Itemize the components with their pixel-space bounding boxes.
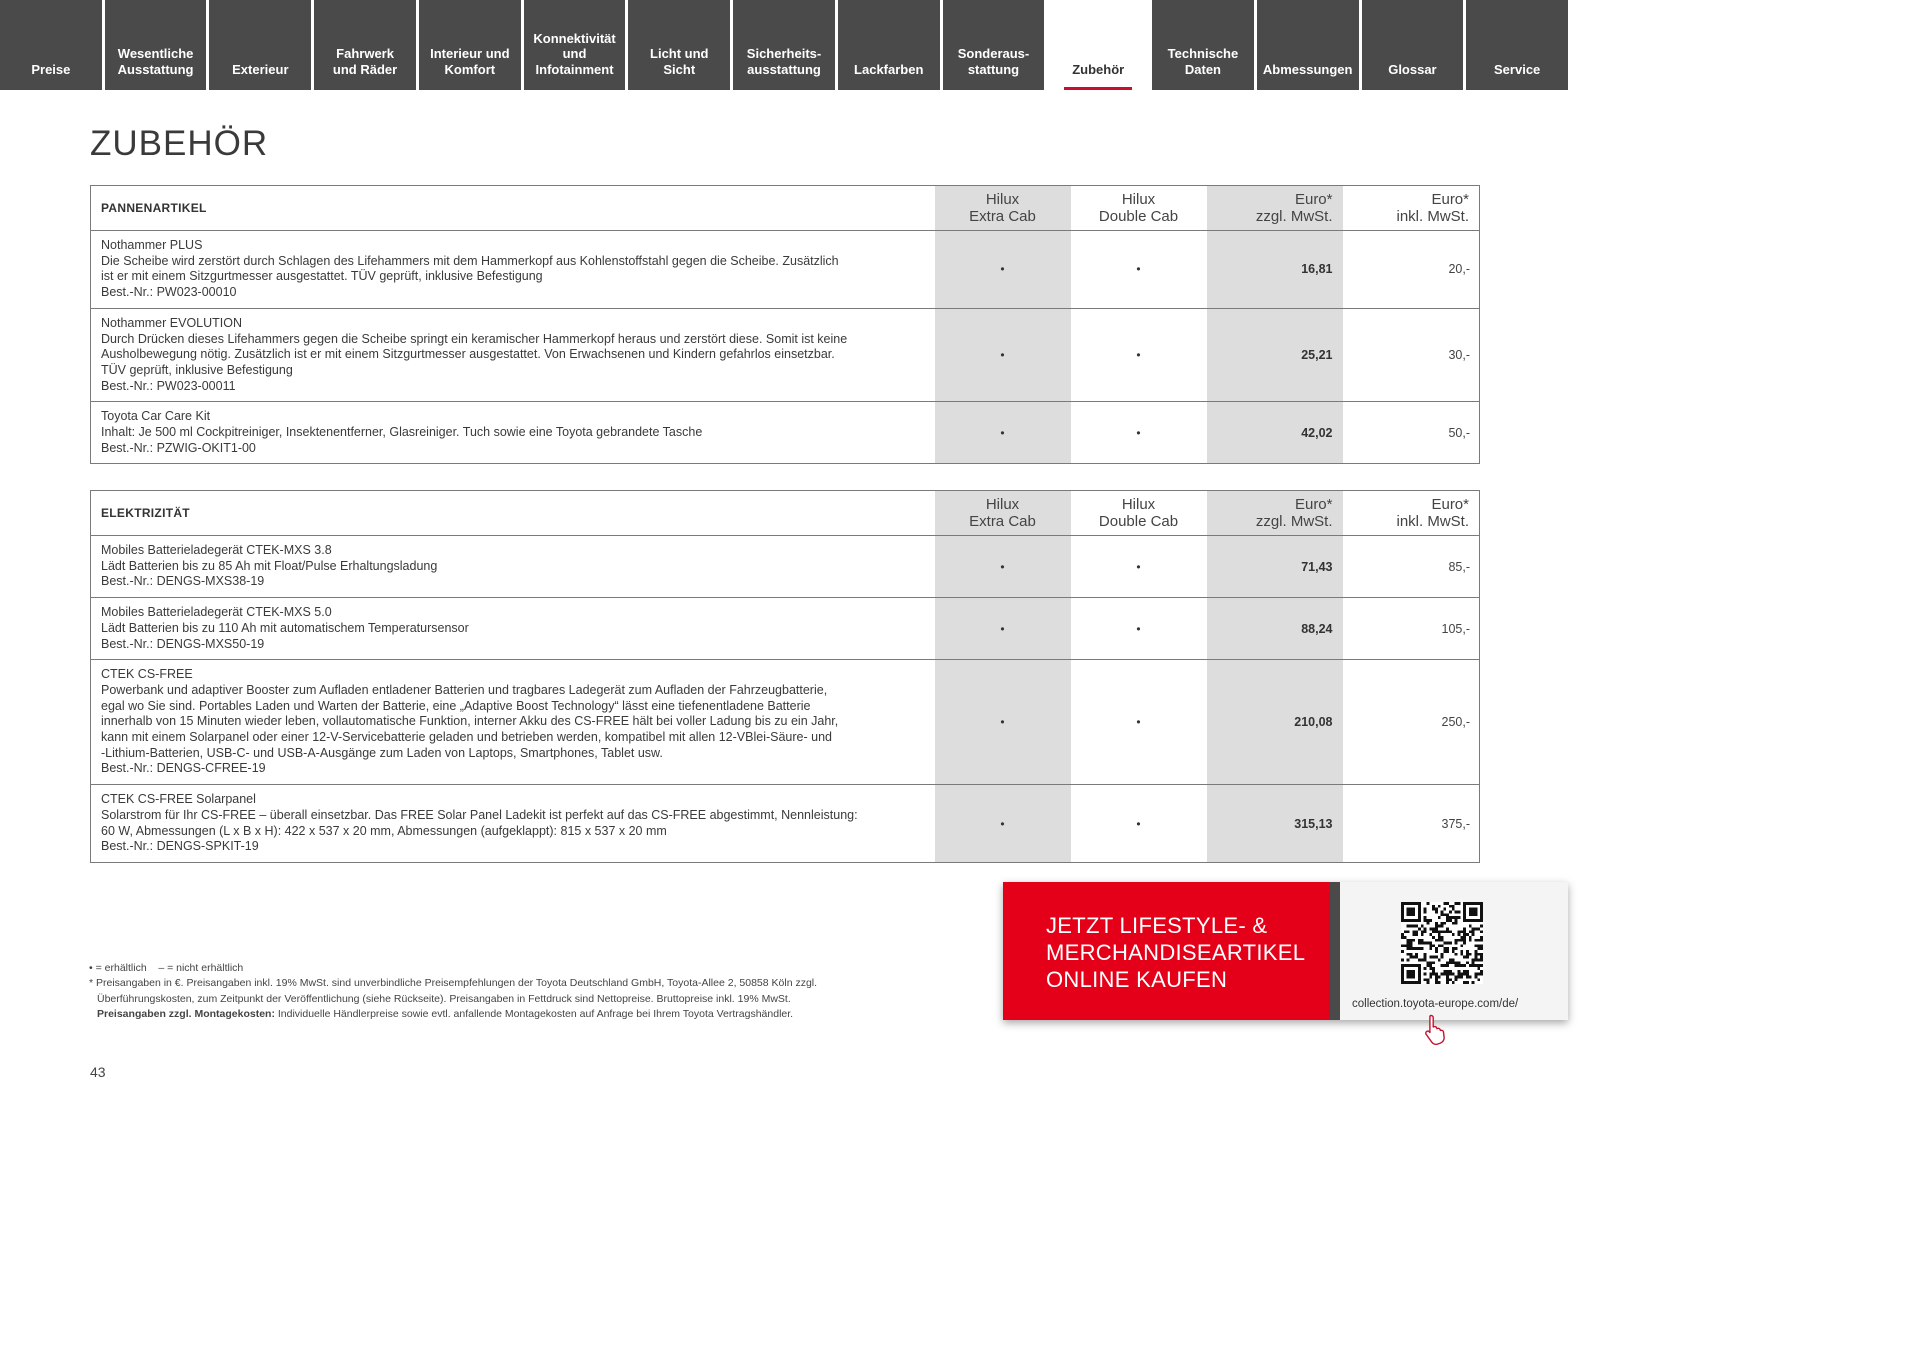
- qr-code-icon[interactable]: [1401, 902, 1483, 984]
- gross-price: 105,-: [1343, 598, 1480, 660]
- item-description-line: TÜV geprüft, inklusive Befestigung: [101, 362, 293, 377]
- net-price: 25,21: [1207, 308, 1343, 402]
- tab-abmessungen[interactable]: Abmessungen: [1257, 0, 1359, 90]
- item-order-number: Best.-Nr.: DENGS-MXS38-19: [101, 574, 265, 589]
- item-name: Mobiles Batterieladegerät CTEK-MXS 3.8: [101, 543, 332, 557]
- pointing-hand-icon: [1422, 1013, 1450, 1045]
- tab-wesentliche-ausstattung[interactable]: Wesentliche Ausstattung: [105, 0, 207, 90]
- item-order-number: Best.-Nr.: DENGS-MXS50-19: [101, 636, 265, 651]
- tab-lackfarben[interactable]: Lackfarben: [838, 0, 940, 90]
- item-description-line: Ausholbewegung nötig. Zusätzlich ist er mit einem Sitzgurtmesser ausgestattet. Von Erwachsenen und Kindern gefahrlos einsetzbar.: [101, 347, 835, 362]
- availability-legend: • = erhältlich – = nicht erhältlich: [89, 962, 244, 974]
- tab-interieur-und-komfort[interactable]: Interieur und Komfort: [419, 0, 521, 90]
- col-header-double-cab: Hilux Double Cab: [1071, 186, 1207, 231]
- item-description-line: Lädt Batterien bis zu 110 Ah mit automatischem Temperatursensor: [101, 620, 469, 635]
- table-row: [91, 536, 1480, 598]
- footnotes: [89, 961, 949, 1022]
- promo-divider: [1330, 882, 1340, 1020]
- col-header-net-price: Euro* zzgl. MwSt.: [1207, 186, 1343, 231]
- table-header-row: [91, 491, 1480, 536]
- availability-extra-cab: •: [935, 785, 1071, 863]
- item-order-number: Best.-Nr.: DENGS-SPKIT-19: [101, 839, 259, 854]
- item-order-number: Best.-Nr.: PZWIG-OKIT1-00: [101, 440, 256, 455]
- item-description-line: Durch Drücken dieses Lifehammers gegen die Scheibe springt ein keramischer Hammerkopf heraus und zerstört diese. Somit ist keine: [101, 331, 848, 346]
- net-price: 315,13: [1207, 785, 1343, 863]
- table-row: [91, 785, 1480, 863]
- gross-price: 85,-: [1343, 536, 1480, 598]
- col-header-gross-price: Euro* inkl. MwSt.: [1343, 491, 1480, 536]
- item-description-line: ist er mit einem Sitzgurtmesser ausgestattet. TÜV geprüft, inklusive Befestigung: [101, 269, 543, 284]
- table-row: [91, 231, 1480, 309]
- assembly-cost-label: Preisangaben zzgl. Montagekosten:: [97, 1007, 275, 1020]
- price-footnote-line-2: Überführungskosten, zum Zeitpunkt der Veröffentlichung (siehe Rückseite). Preisangaben in Fettdruck sind Nettopreise. Bruttopreise inkl. 19% MwSt.: [97, 992, 791, 1005]
- tab-zubehör[interactable]: Zubehör: [1047, 0, 1149, 90]
- section-title: ELEKTRIZITÄT: [91, 491, 935, 536]
- net-price: 210,08: [1207, 660, 1343, 785]
- table-row: [91, 402, 1480, 464]
- col-header-double-cab: Hilux Double Cab: [1071, 491, 1207, 536]
- tab-konnektivität-und-infotainment[interactable]: Konnektivität und Infotainment: [524, 0, 626, 90]
- item-description-line: egal wo Sie sind. Portables Laden und Warten der Batterie, eine „Adaptive Boost Technology“ lässt eine tiefenentladene Batterie: [101, 698, 811, 713]
- item-description-line: 60 W, Abmessungen (L x B x H): 422 x 537 x 20 mm, Abmessungen (aufgeklappt): 815 x 537 x 20 mm: [101, 823, 667, 838]
- item-description: [91, 402, 935, 464]
- item-description-line: Die Scheibe wird zerstört durch Schlagen des Lifehammers mit dem Hammerkopf aus Kohlenstoffstahl gegen die Scheibe. Zusätzlich: [101, 253, 839, 268]
- merchandise-promo: [1003, 882, 1568, 1020]
- col-header-extra-cab: Hilux Extra Cab: [935, 186, 1071, 231]
- item-description-line: Inhalt: Je 500 ml Cockpitreiniger, Insektenentferner, Glasreiniger. Tuch sowie eine Toyota gebrandete Tasche: [101, 425, 703, 440]
- item-order-number: Best.-Nr.: DENGS-CFREE-19: [101, 761, 266, 776]
- tab-glossar[interactable]: Glossar: [1362, 0, 1464, 90]
- shop-url-link[interactable]: collection.toyota-europe.com/de/: [1352, 998, 1519, 1010]
- top-navigation: [0, 0, 1568, 90]
- price-footnote-line-3: [89, 1007, 949, 1022]
- item-description: [91, 536, 935, 598]
- availability-extra-cab: •: [935, 231, 1071, 309]
- promo-qr-panel: [1340, 882, 1568, 1020]
- availability-extra-cab: •: [935, 536, 1071, 598]
- net-price: 42,02: [1207, 402, 1343, 464]
- elektrizitaet-table: [90, 490, 1480, 863]
- page-title: ZUBEHÖR: [90, 124, 269, 163]
- item-description-line: Lädt Batterien bis zu 85 Ah mit Float/Pulse Erhaltungsladung: [101, 558, 438, 573]
- gross-price: 375,-: [1343, 785, 1480, 863]
- tab-exterieur[interactable]: Exterieur: [209, 0, 311, 90]
- tab-service[interactable]: Service: [1466, 0, 1568, 90]
- promo-banner-link[interactable]: [1003, 882, 1330, 1020]
- gross-price: 250,-: [1343, 660, 1480, 785]
- item-name: Mobiles Batterieladegerät CTEK-MXS 5.0: [101, 605, 332, 620]
- item-description: [91, 660, 935, 785]
- availability-extra-cab: •: [935, 402, 1071, 464]
- tab-technische-daten[interactable]: Technische Daten: [1152, 0, 1254, 90]
- item-name: Nothammer EVOLUTION: [101, 315, 243, 330]
- availability-double-cab: •: [1071, 231, 1207, 309]
- item-order-number: Best.-Nr.: PW023-00011: [101, 378, 236, 393]
- gross-price: 30,-: [1343, 308, 1480, 402]
- net-price: 88,24: [1207, 598, 1343, 660]
- promo-line-3: ONLINE KAUFEN: [1046, 967, 1228, 992]
- promo-line-2: MERCHANDISEARTIKEL: [1046, 940, 1306, 965]
- net-price: 71,43: [1207, 536, 1343, 598]
- item-description: [91, 231, 935, 309]
- availability-double-cab: •: [1071, 308, 1207, 402]
- tab-sonderaus-stattung[interactable]: Sonderaus- stattung: [943, 0, 1045, 90]
- pannenartikel-table: [90, 185, 1480, 464]
- gross-price: 50,-: [1343, 402, 1480, 464]
- availability-extra-cab: •: [935, 598, 1071, 660]
- table-row: [91, 598, 1480, 660]
- item-description-line: Powerbank und adaptiver Booster zum Aufladen entladener Batterien und tragbares Ladegerät zum Aufladen der Fahrzeugbatterie,: [101, 682, 828, 697]
- item-order-number: Best.-Nr.: PW023-00010: [101, 285, 237, 300]
- promo-line-1: JETZT LIFESTYLE- &: [1046, 913, 1268, 938]
- item-description-line: Solarstrom für Ihr CS-FREE – überall einsetzbar. Das FREE Solar Panel Ladekit ist perfekt auf das CS-FREE abgestimmt, Nennleistung:: [101, 807, 858, 822]
- availability-extra-cab: •: [935, 308, 1071, 402]
- availability-double-cab: •: [1071, 785, 1207, 863]
- item-description-line: -Lithium-Batterien, USB-C- und USB-A-Ausgänge zum Laden von Laptops, Smartphones, Tablet usw.: [101, 745, 663, 760]
- item-name: CTEK CS-FREE: [101, 667, 193, 682]
- availability-extra-cab: •: [935, 660, 1071, 785]
- availability-double-cab: •: [1071, 660, 1207, 785]
- col-header-net-price: Euro* zzgl. MwSt.: [1207, 491, 1343, 536]
- gross-price: 20,-: [1343, 231, 1480, 309]
- table-row: [91, 660, 1480, 785]
- item-name: CTEK CS-FREE Solarpanel: [101, 792, 256, 807]
- item-description-line: innerhalb von 15 Minuten wieder leben, vollautomatische Funktion, interner Akku des CS-FREE hält bei voller Ladung bis zu ein Jahr,: [101, 714, 839, 729]
- item-description: [91, 308, 935, 402]
- availability-double-cab: •: [1071, 536, 1207, 598]
- section-title: PANNENARTIKEL: [91, 186, 935, 231]
- page-number: 43: [90, 1064, 106, 1080]
- tab-fahrwerk-und-räder[interactable]: Fahrwerk und Räder: [314, 0, 416, 90]
- tab-licht-und-sicht[interactable]: Licht und Sicht: [628, 0, 730, 90]
- item-name: Toyota Car Care Kit: [101, 409, 211, 424]
- tab-sicherheits-ausstattung[interactable]: Sicherheits- ausstattung: [733, 0, 835, 90]
- item-name: Nothammer PLUS: [101, 238, 203, 252]
- price-footnote-line-1: * Preisangaben in €. Preisangaben inkl. 19% MwSt. sind unverbindliche Preisempfehlungen der Toyota Deutschland GmbH, Toyota-Allee 2, 50858 Köln zzgl.: [89, 977, 818, 990]
- col-header-gross-price: Euro* inkl. MwSt.: [1343, 186, 1480, 231]
- item-description: [91, 785, 935, 863]
- col-header-extra-cab: Hilux Extra Cab: [935, 491, 1071, 536]
- table-row: [91, 308, 1480, 402]
- assembly-cost-text: Individuelle Händlerpreise sowie evtl. anfallende Montagekosten auf Anfrage bei Ihrem Toyota Vertragshändler.: [274, 1007, 794, 1020]
- item-description-line: kann mit einem Solarpanel oder einer 12-V-Servicebatterie geladen und betrieben werden, kompatibel mit allen 12-VBlei-Säure- und: [101, 730, 832, 745]
- availability-double-cab: •: [1071, 402, 1207, 464]
- availability-double-cab: •: [1071, 598, 1207, 660]
- item-description: [91, 598, 935, 660]
- net-price: 16,81: [1207, 231, 1343, 309]
- tab-preise[interactable]: Preise: [0, 0, 102, 90]
- table-header-row: [91, 186, 1480, 231]
